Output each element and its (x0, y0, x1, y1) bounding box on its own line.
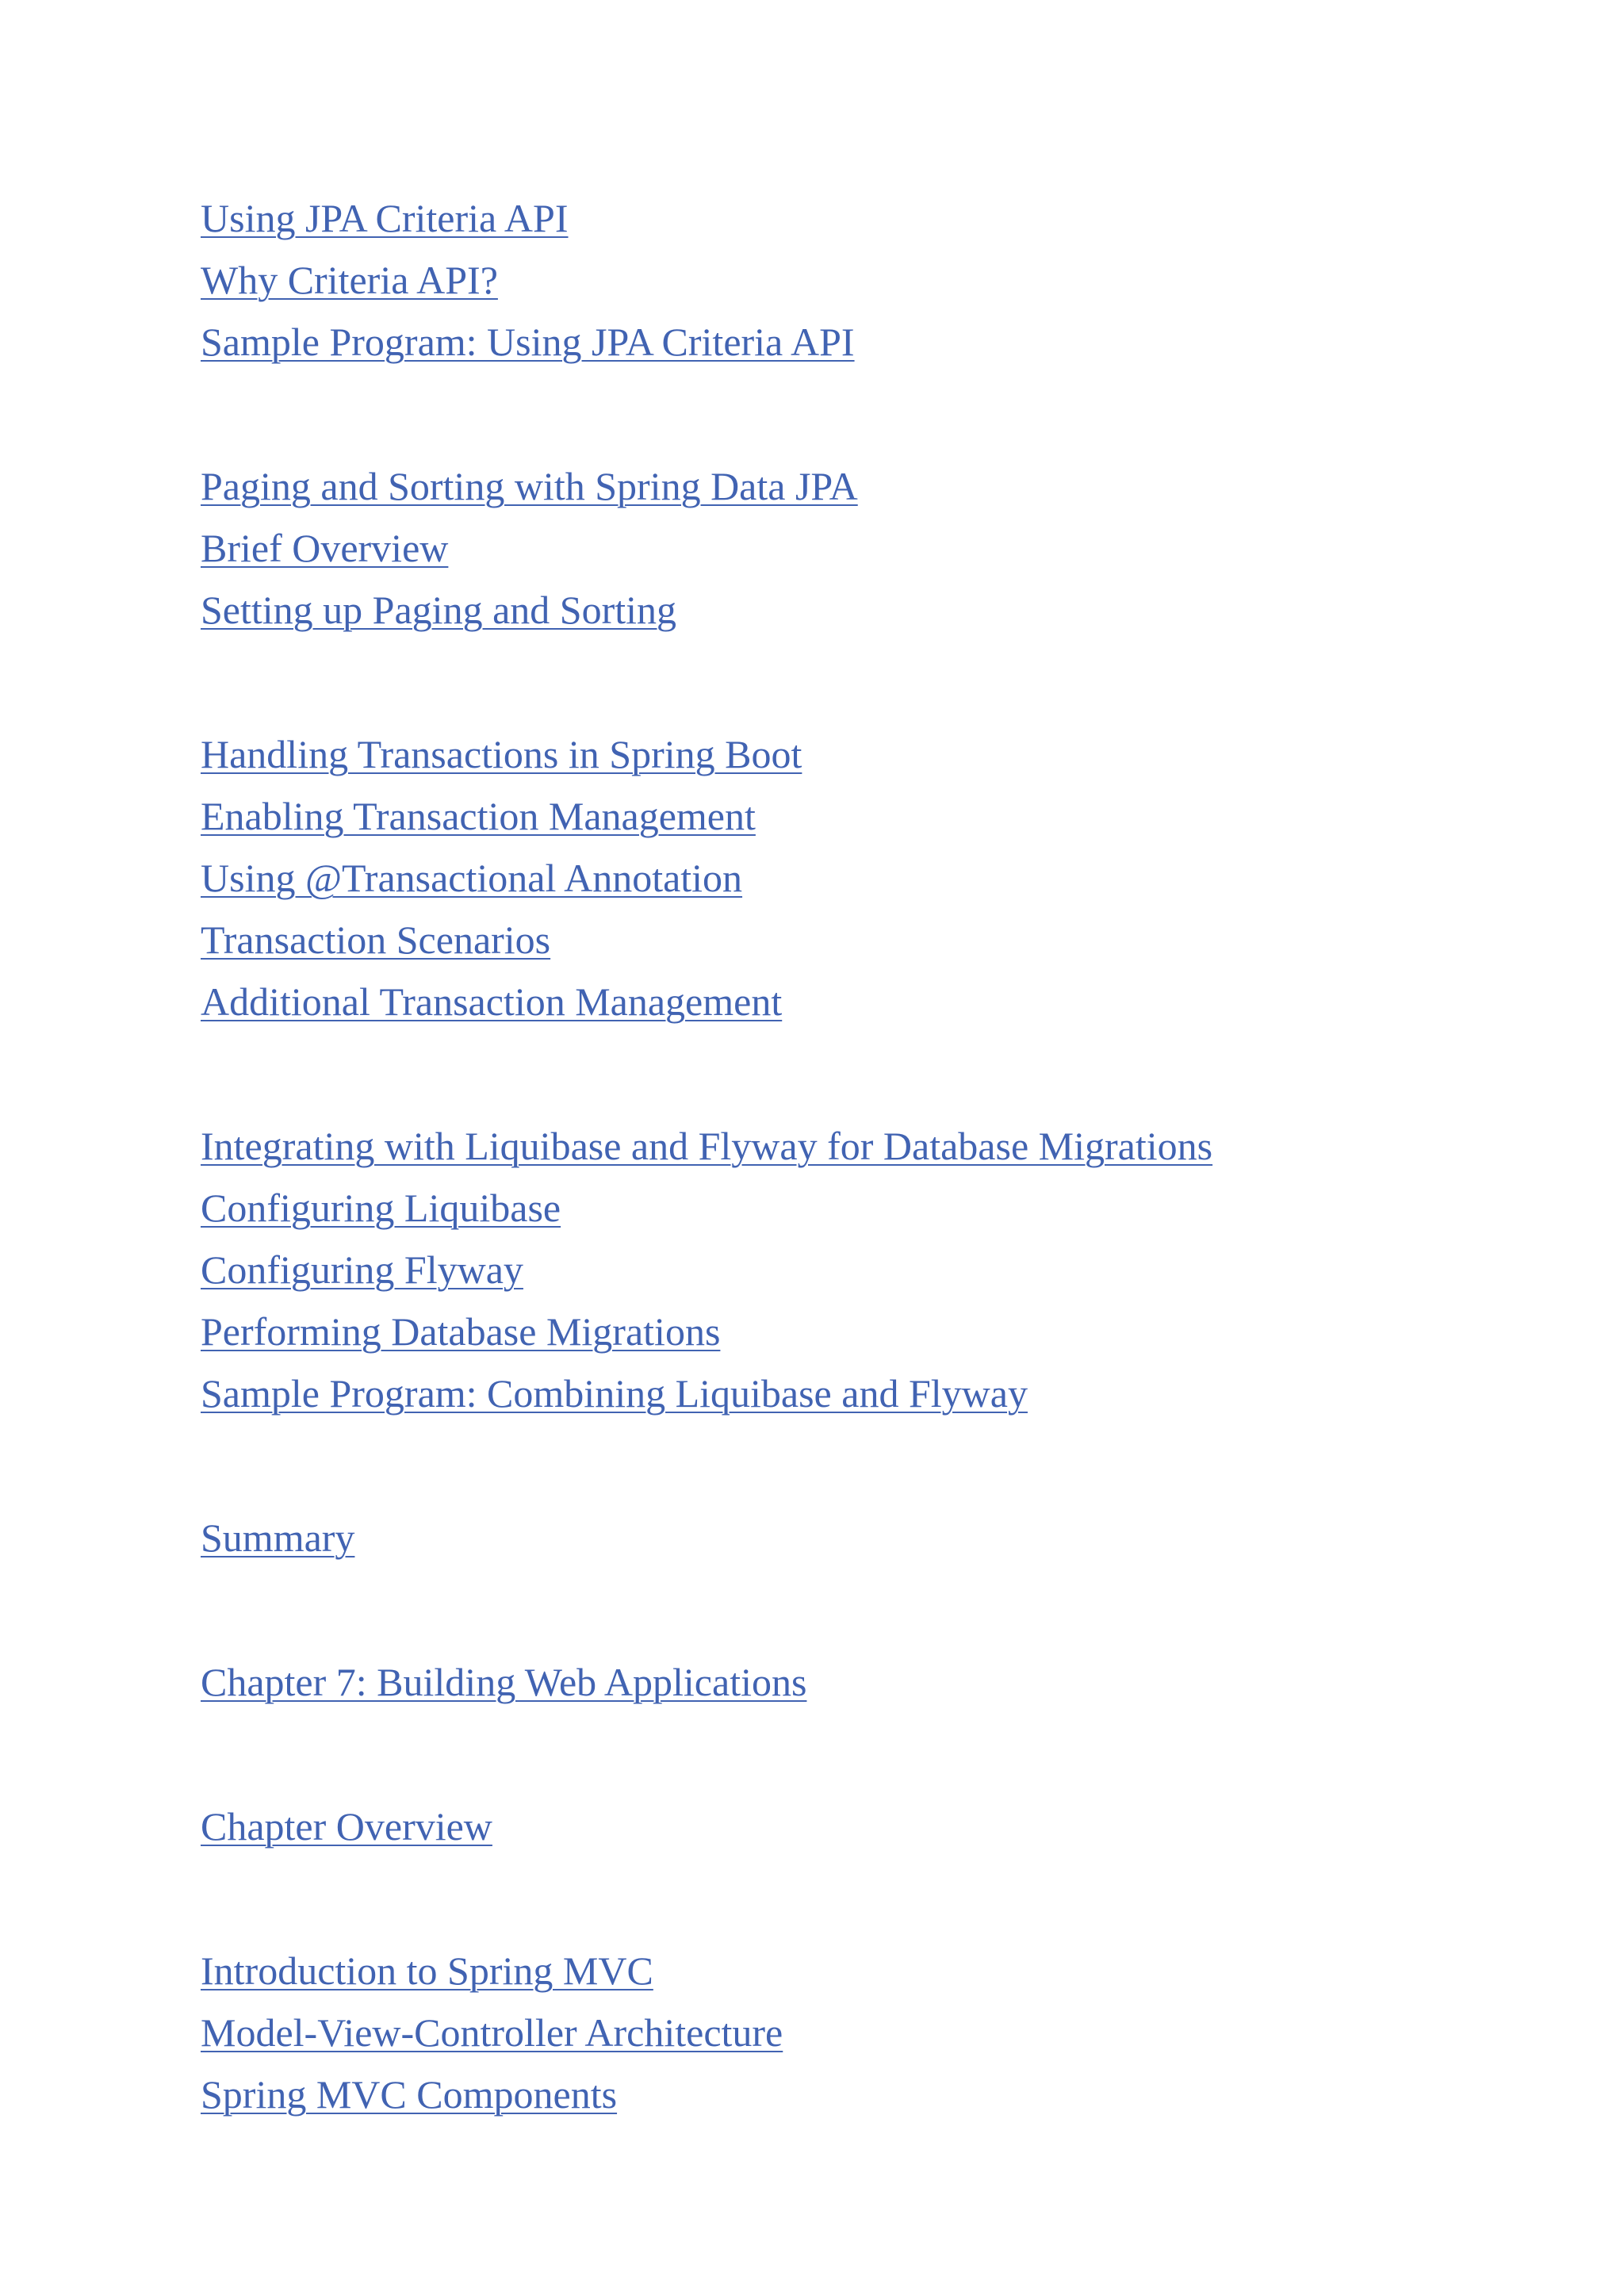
toc-link-performing-database-migrations[interactable]: Performing Database Migrations (201, 1309, 721, 1354)
toc-link-transaction-scenarios[interactable]: Transaction Scenarios (201, 918, 551, 962)
toc-link-handling-transactions[interactable]: Handling Transactions in Spring Boot (201, 732, 802, 776)
toc-link-using-jpa-criteria-api[interactable]: Using JPA Criteria API (201, 196, 569, 240)
toc-link-liquibase-and-flyway[interactable]: Integrating with Liquibase and Flyway for Database Migrations (201, 1124, 1213, 1168)
toc-link-why-criteria-api[interactable]: Why Criteria API? (201, 258, 498, 302)
toc-link-chapter-7[interactable]: Chapter 7: Building Web Applications (201, 1660, 807, 1704)
toc-link-brief-overview[interactable]: Brief Overview (201, 526, 449, 570)
toc-link-using-transactional-annotation[interactable]: Using @Transactional Annotation (201, 856, 743, 900)
toc-link-sample-program-liquibase-flyway[interactable]: Sample Program: Combining Liquibase and Flyway (201, 1371, 1028, 1416)
toc-link-sample-program-jpa-criteria-api[interactable]: Sample Program: Using JPA Criteria API (201, 320, 855, 364)
toc-link-introduction-to-spring-mvc[interactable]: Introduction to Spring MVC (201, 1948, 653, 1993)
toc-link-additional-transaction-management[interactable]: Additional Transaction Management (201, 979, 783, 1024)
toc-link-enabling-transaction-management[interactable]: Enabling Transaction Management (201, 794, 756, 838)
toc-link-setting-up-paging-and-sorting[interactable]: Setting up Paging and Sorting (201, 588, 676, 632)
toc-link-summary[interactable]: Summary (201, 1515, 355, 1560)
toc-link-configuring-liquibase[interactable]: Configuring Liquibase (201, 1186, 561, 1230)
toc-link-spring-mvc-components[interactable]: Spring MVC Components (201, 2072, 618, 2117)
toc-link-configuring-flyway[interactable]: Configuring Flyway (201, 1247, 523, 1292)
toc-link-paging-and-sorting[interactable]: Paging and Sorting with Spring Data JPA (201, 464, 858, 508)
toc-link-chapter-overview[interactable]: Chapter Overview (201, 1804, 492, 1849)
toc-link-mvc-architecture[interactable]: Model-View-Controller Architecture (201, 2010, 783, 2055)
